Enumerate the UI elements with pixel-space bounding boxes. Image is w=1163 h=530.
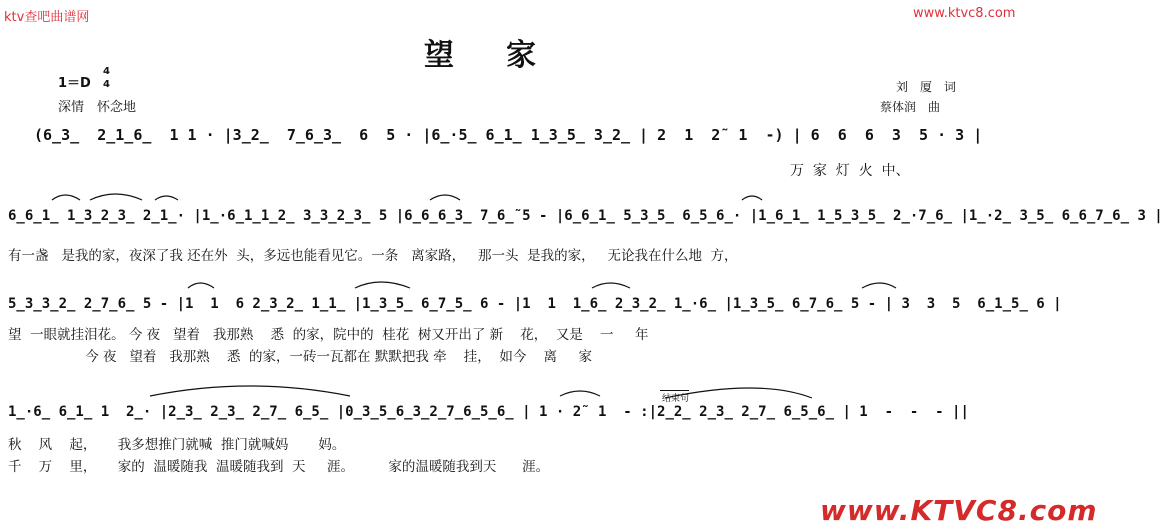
notation-row-4: 1̲·6̲ 6̲1̲ 1 2̲· |2̲3̲ 2̲3̲ 2̲7̲ 6̲5̲ |0̲3̲5̲6̲3̲2̲7̲6̲5̲6̲ | 1 · 2̃ 1 - :|2̲2̲ 2̲3̲ 2̲7̲ 6̲5̲6̲ | 1 - - - || bbox=[8, 404, 969, 420]
notation-row-1: (6̲3̲ 2̲1̲6̲ 1 1 · |3̲2̲ 7̲6̲3̲ 6 5 · |6̲·5̲ 6̲1̲ 1̲3̲5̲ 3̲2̲ | 2 1 2̃ 1 -) | 6 6 6 3 5 · 3 | bbox=[34, 126, 983, 144]
lyrics-row-1: 万 家 灯 火 中、 bbox=[790, 163, 910, 179]
tempo-mood: 深情 怀念地 bbox=[58, 100, 137, 115]
lyrics-row-3-verse-1: 望 一眼就挂泪花。 今 夜 望着 我那熟 悉 的家，院中的 桂花 树又开出了 新 花， 又是 一 年 bbox=[8, 327, 649, 343]
lyrics-row-2: 有一盏 是我的家，夜深了我 还在外 头，多远也能看见它。一条 离家路， 那一头 是我的家， 无论我在什么地 方， bbox=[8, 248, 738, 264]
song-title: 望家 bbox=[424, 38, 588, 73]
key-signature: 1＝D bbox=[58, 76, 91, 91]
watermark-left: ktv查吧曲谱网 bbox=[4, 10, 90, 25]
time-signature-top: 4 bbox=[103, 66, 110, 77]
lyricist-credit: 刘 厦 词 bbox=[896, 80, 957, 94]
notation-row-3: 5̲3̲3̲2̲ 2̲7̲6̲ 5 - |1 1 6 2̲3̲2̲ 1̲1̲ |1̲3̲5̲ 6̲7̲5̲ 6 - |1 1 1̲6̲ 2̲3̲2̲ 1̲·6̲ |1̲3̲5̲ 6̲7̲6̲ 5 - | 3 3 5 6̲1̲5̲ 6 | bbox=[8, 296, 1062, 312]
lyrics-row-3-verse-2: 今 夜 望着 我那熟 悉 的家，一砖一瓦都在 默默把我 牵 挂， 如今 离 家 bbox=[8, 349, 592, 365]
notation-row-2: 6̲6̲1̲ 1̲3̲2̲3̲ 2̲1̲· |1̲·6̲1̲1̲2̲ 3̲3̲2̲3̲ 5 |6̲6̲6̲3̲ 7̲6̲̃ 5 - |6̲6̲1̲ 5̲3̲5̲ 6̲5̲6̲· |1̲6̲1̲ 1̲5̲3̲5̲ 2̲·7̲6̲ |1̲·2̲ 3̲5̲ 6̲6̲7̲6̲ 3 | bbox=[8, 208, 1163, 224]
lyrics-row-4-verse-2: 千 万 里， 家的 温暖随我 温暖随我到 天 涯。 家的温暖随我到天 涯。 bbox=[8, 459, 550, 475]
ending-label: 结束句 bbox=[660, 390, 689, 404]
watermark-right: www.ktvc8.com bbox=[913, 6, 1016, 21]
time-signature-bottom: 4 bbox=[103, 79, 110, 90]
composer-credit: 蔡体润 曲 bbox=[880, 100, 941, 114]
lyrics-row-4-verse-1: 秋 风 起， 我多想推门就喊 推门就喊妈 妈。 bbox=[8, 437, 346, 453]
site-logo: www.KTVC8.com bbox=[820, 494, 1098, 527]
